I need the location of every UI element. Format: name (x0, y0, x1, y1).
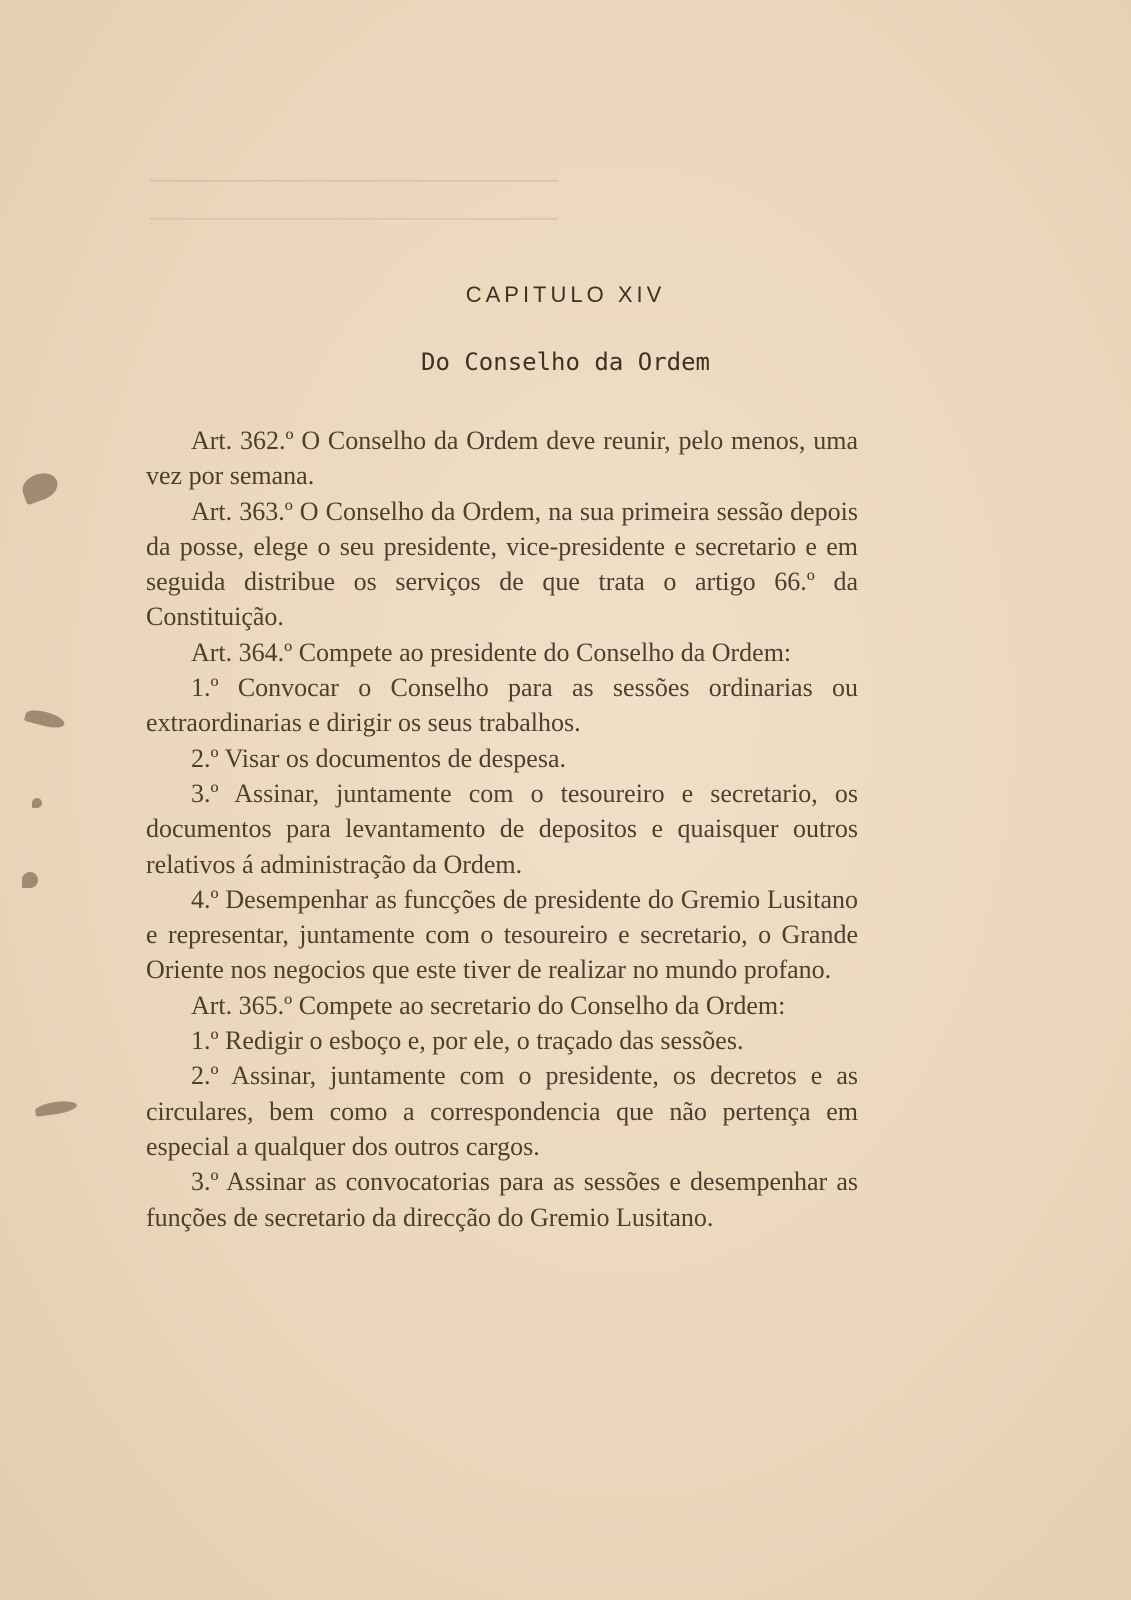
list-item: 2.º Visar os documentos de despesa. (191, 743, 567, 773)
binding-hole (24, 707, 66, 731)
binding-hole (22, 872, 38, 888)
list-item: 3.º Assinar as convocatorias para as sessões e desempenhar as funções de secretario da direcção do Gremio Lusitano. (146, 1167, 858, 1232)
show-through-texture: ──────────────────────── (150, 206, 559, 232)
list-item: 4.º Desempenhar as funcções de presidente do Gremio Lusitano e representar, juntamente com o tesoureiro e secretario, o Grande Oriente nos negocios que este tiver de realizar no mundo profano. (146, 884, 858, 985)
paragraph-art-365: Art. 365.º Compete ao secretario do Conselho da Ordem: (191, 990, 786, 1020)
paragraph-art-364: Art. 364.º Compete ao presidente do Conselho da Ordem: (191, 637, 792, 667)
body-text (146, 423, 858, 1235)
list-item: 2.º Assinar, juntamente com o presidente, os decretos e as circulares, bem como a correspondencia que não pertença em especial a qualquer dos outros cargos. (146, 1061, 858, 1161)
list-item: 3.º Assinar, juntamente com o tesoureiro e secretario, os documentos para levantamento de depositos e quaisquer outros relativos á administração da Ordem. (146, 778, 858, 879)
chapter-heading: CAPITULO XIV (465, 282, 666, 307)
binding-hole (34, 1099, 77, 1117)
binding-hole (19, 469, 62, 506)
paragraph-art-362: Art. 362.º O Conselho da Ordem deve reunir, pelo menos, uma vez por semana. (146, 426, 858, 491)
list-item: 1.º Convocar o Conselho para as sessões ordinarias ou extraordinarias e dirigir os seus trabalhos. (146, 673, 858, 738)
list-item: 1.º Redigir o esboço e, por ele, o traçado das sessões. (191, 1026, 744, 1056)
binding-hole (32, 798, 42, 808)
paragraph-art-363: Art. 363.º O Conselho da Ordem, na sua primeira sessão depois da posse, elege o seu presidente, vice-presidente e secretario e em seguida distribue os serviços de que trata o artigo 66.º da Constituição. (146, 496, 858, 632)
show-through-texture: ──────────────────────── (150, 168, 559, 194)
section-title: Do Conselho da Ordem (421, 348, 710, 376)
